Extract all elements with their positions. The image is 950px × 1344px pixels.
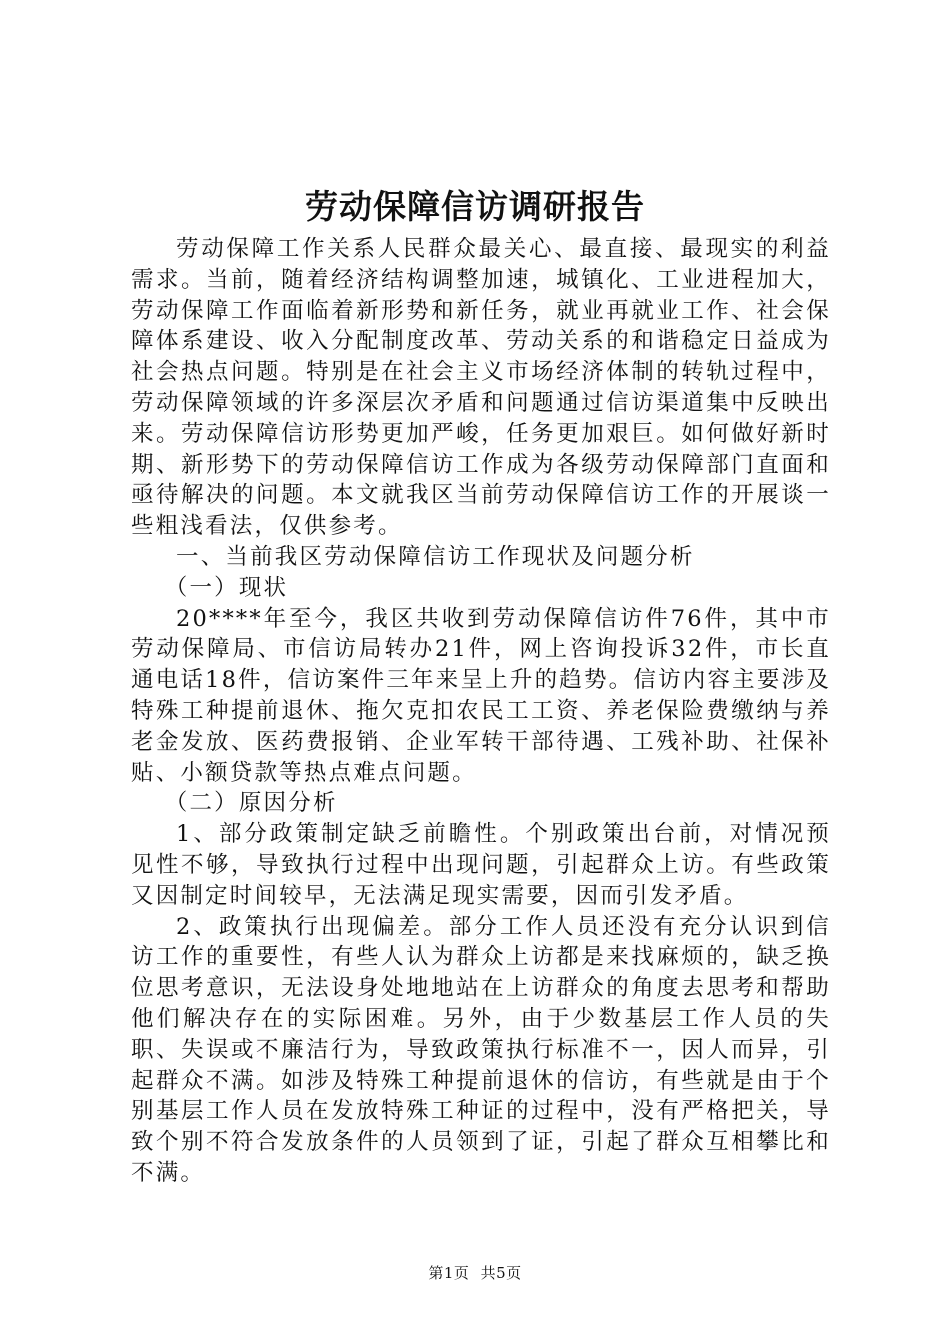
document-body — [131, 234, 831, 1189]
subsection-heading-reasons: （二）原因分析 — [164, 790, 338, 817]
page-number: 第1页 — [428, 1264, 470, 1282]
subsection-heading-status: （一）现状 — [164, 574, 289, 601]
page-footer — [0, 1263, 950, 1283]
reason-paragraph-1: 1、部分政策制定缺乏前瞻性。个别政策出台前，对情况预见性不够，导致执行过程中出现问题，引起群众上访。有些政策又因制定时间较早，无法满足现实需要，因而引发矛盾。 — [131, 821, 831, 909]
status-paragraph: 20****年至今，我区共收到劳动保障信访件76件，其中市劳动保障局、市信访局转办21件，网上咨询投诉32件，市长直通电话18件，信访案件三年来呈上升的趋势。信访内容主要涉及特殊工种提前退休、拖欠克扣农民工工资、养老保险费缴纳与养老金发放、医药费报销、企业军转干部待遇、工残补助、社保补贴、小额贷款等热点难点问题。 — [131, 605, 831, 786]
section-heading: 一、当前我区劳动保障信访工作现状及问题分析 — [176, 543, 695, 570]
page-total: 共5页 — [480, 1264, 522, 1282]
intro-paragraph: 劳动保障工作关系人民群众最关心、最直接、最现实的利益需求。当前，随着经济结构调整加速，城镇化、工业进程加大，劳动保障工作面临着新形势和新任务，就业再就业工作、社会保障体系建设、收入分配制度改革、劳动关系的和谐稳定日益成为社会热点问题。特别是在社会主义市场经济体制的转轨过程中，劳动保障领域的许多深层次矛盾和问题通过信访渠道集中反映出来。劳动保障信访形势更加严峻，任务更加艰巨。如何做好新时期、新形势下的劳动保障信访工作成为各级劳动保障部门直面和亟待解决的问题。本文就我区当前劳动保障信访工作的开展谈一些粗浅看法，仅供参考。 — [131, 236, 831, 540]
document-title: 劳动保障信访调研报告 — [305, 187, 645, 226]
reason-paragraph-2: 2、政策执行出现偏差。部分工作人员还没有充分认识到信访工作的重要性，有些人认为群众上访都是来找麻烦的，缺乏换位思考意识，无法设身处地地站在上访群众的角度去思考和帮助他们解决存在的实际困难。另外，由于少数基层工作人员的失职、失误或不廉洁行为，导致政策执行标准不一，因人而异，引起群众不满。如涉及特殊工种提前退休的信访，有些就是由于个别基层工作人员在发放特殊工种证的过程中，没有严格把关，导致个别不符合发放条件的人员领到了证，引起了群众互相攀比和不满。 — [131, 913, 831, 1186]
